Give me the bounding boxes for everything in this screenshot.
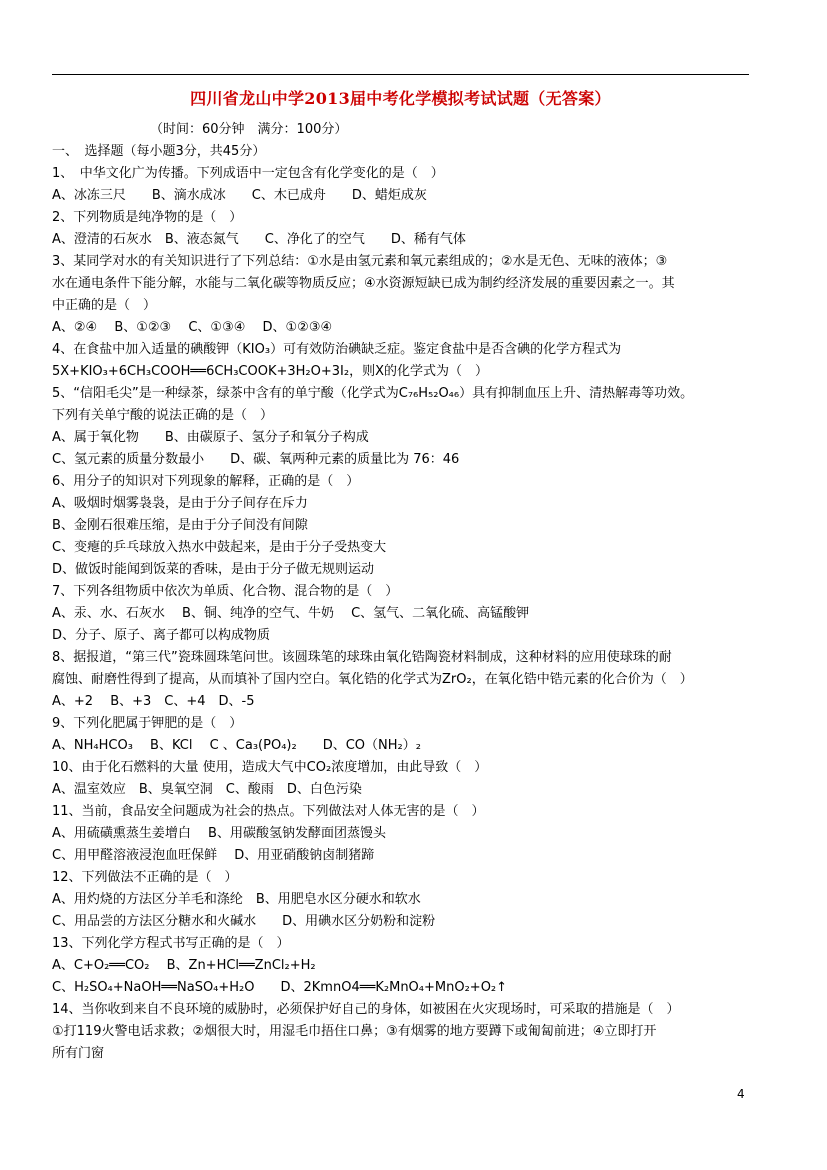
question-text: 5、“信阳毛尖”是一种绿茶，绿茶中含有的单宁酸（化学式为C₇₆H₅₂O₄₆）具有抑制血压上升、清热解毒等功效。 — [52, 386, 694, 401]
question-text: 10、由于化石燃料的大量 使用，造成大气中CO₂浓度增加，由此导致（ ） — [52, 760, 488, 775]
answer-options: C、用甲醛溶液浸泡血旺保鲜 D、用亚硝酸钠卤制猪蹄 — [52, 848, 375, 863]
header-rule — [52, 74, 749, 75]
answer-options: A、冰冻三尺 B、滴水成冰 C、木已成舟 D、蜡炬成灰 — [52, 188, 427, 203]
answer-option: B、金刚石很难压缩，是由于分子间没有间隙 — [52, 518, 308, 533]
question-text: 13、下列化学方程式书写正确的是（ ） — [52, 936, 290, 951]
answer-options: A、C+O₂══CO₂ B、Zn+HCl══ZnCl₂+H₂ — [52, 958, 316, 973]
answer-options: C、氢元素的质量分数最小 D、碳、氧两种元素的质量比为 76：46 — [52, 452, 460, 467]
question-text: ①打119火警电话求救；②烟很大时，用湿毛巾捂住口鼻；③有烟雾的地方要蹲下或匍匐前进；④立即打开 — [52, 1024, 657, 1039]
answer-options: A、汞、水、石灰水 B、铜、纯净的空气、牛奶 C、氢气、二氧化硫、高锰酸钾 — [52, 606, 530, 621]
question-text: 6、用分子的知识对下列现象的解释，正确的是（ ） — [52, 474, 360, 489]
answer-option: D、分子、原子、离子都可以构成物质 — [52, 628, 271, 643]
question-text: 8、据报道，“第三代”瓷珠圆珠笔问世。该圆珠笔的球珠由氧化锆陶瓷材料制成，这种材料的应用使球珠的耐 — [52, 650, 672, 665]
answer-options: A、温室效应 B、臭氧空洞 C、酸雨 D、白色污染 — [52, 782, 362, 797]
question-text: 腐蚀、耐磨性得到了提高，从而填补了国内空白。氧化锆的化学式为ZrO₂，在氧化锆中锆元素的化合价为（ ） — [52, 672, 693, 687]
question-text: 1、 中华文化广为传播。下列成语中一定包含有化学变化的是（ ） — [52, 166, 444, 181]
question-text: 中正确的是（ ） — [52, 298, 157, 313]
answer-options: A、属于氧化物 B、由碳原子、氢分子和氧分子构成 — [52, 430, 369, 445]
question-text: 下列有关单宁酸的说法正确的是（ ） — [52, 408, 274, 423]
question-text: 12、下列做法不正确的是（ ） — [52, 870, 238, 885]
document-title: 四川省龙山中学2013届中考化学模拟考试试题（无答案） — [190, 89, 611, 108]
answer-options: A、+2 B、+3 C、+4 D、-5 — [52, 694, 255, 709]
answer-options: A、澄清的石灰水 B、液态氮气 C、净化了的空气 D、稀有气体 — [52, 232, 466, 247]
document-body — [52, 119, 752, 1065]
answer-options: C、用品尝的方法区分糖水和火碱水 D、用碘水区分奶粉和淀粉 — [52, 914, 436, 929]
question-text: 水在通电条件下能分解，水能与二氧化碳等物质反应；④水资源短缺已成为制约经济发展的重要因素之一。其 — [52, 276, 675, 291]
question-text: 9、下列化肥属于钾肥的是（ ） — [52, 716, 243, 731]
answer-options: C、H₂SO₄+NaOH══NaSO₄+H₂O D、2KmnO4══K₂MnO₄+MnO₂+O₂↑ — [52, 980, 508, 995]
answer-options: A、用硫磺熏蒸生姜增白 B、用碳酸氢钠发酵面团蒸馒头 — [52, 826, 386, 841]
page-number: 4 — [737, 1087, 745, 1101]
question-text: 2、下列物质是纯净物的是（ ） — [52, 210, 243, 225]
question-text: 4、在食盐中加入适量的碘酸钾（KIO₃）可有效防治碘缺乏症。鉴定食盐中是否含碘的化学方程式为 — [52, 342, 622, 357]
answer-option: C、变瘪的乒乓球放入热水中鼓起来，是由于分子受热变大 — [52, 540, 387, 555]
answer-option: A、吸烟时烟雾袅袅，是由于分子间存在斥力 — [52, 496, 308, 511]
question-text: 14、当你收到来自不良环境的威胁时，必须保护好自己的身体，如被困在火灾现场时，可采取的措施是（ ） — [52, 1002, 680, 1017]
question-text: 所有门窗 — [52, 1046, 105, 1061]
answer-options: A、②④ B、①②③ C、①③④ D、①②③④ — [52, 320, 333, 335]
question-text: 3、某同学对水的有关知识进行了下列总结：①水是由氢元素和氧元素组成的；②水是无色、无味的液体；③ — [52, 254, 668, 269]
section-heading: 一、 选择题（每小题3分，共45分） — [52, 144, 266, 159]
question-text: 5X+KIO₃+6CH₃COOH══6CH₃COOK+3H₂O+3I₂，则X的化学式为（ ） — [52, 364, 488, 379]
answer-options: A、NH₄HCO₃ B、KCl C 、Ca₃(PO₄)₂ D、CO（NH₂）₂ — [52, 738, 421, 753]
answer-options: A、用灼烧的方法区分羊毛和涤纶 B、用肥皂水区分硬水和软水 — [52, 892, 421, 907]
answer-option: D、做饭时能闻到饭菜的香味，是由于分子做无规则运动 — [52, 562, 375, 577]
question-text: 11、当前，食品安全问题成为社会的热点。下列做法对人体无害的是（ ） — [52, 804, 485, 819]
exam-info-line: （时间：60分钟 满分：100分） — [150, 122, 348, 137]
question-text: 7、下列各组物质中依次为单质、化合物、混合物的是（ ） — [52, 584, 399, 599]
